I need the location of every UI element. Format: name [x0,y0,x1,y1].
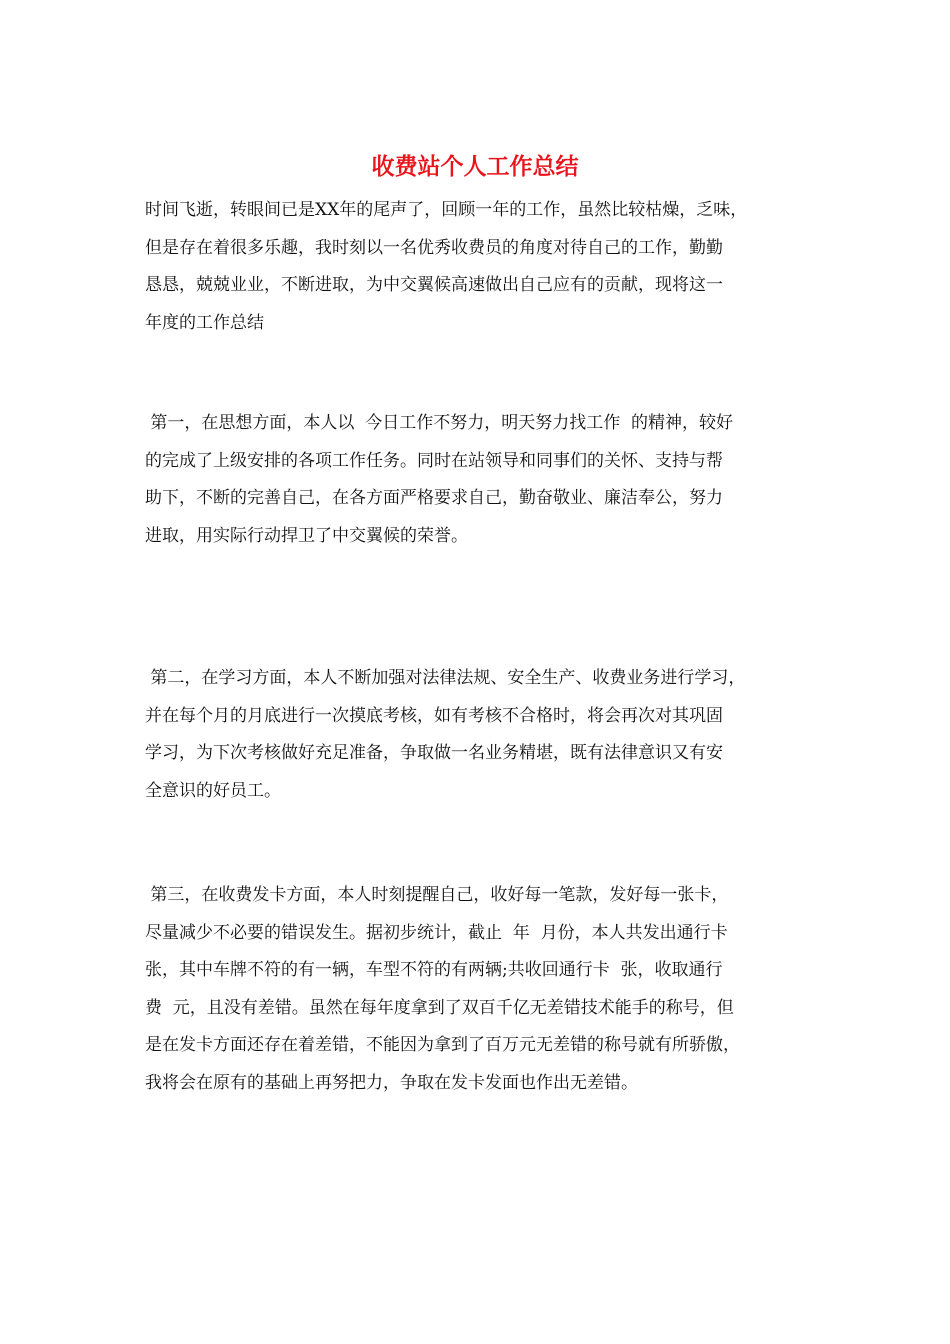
paragraph-line: 我将会在原有的基础上再努把力，争取在发卡发面也作出无差错。 [145,1072,638,1093]
paragraph-second-study [145,660,825,810]
document-title: 收费站个人工作总结 [371,153,579,180]
paragraph-line: 并在每个月的月底进行一次摸底考核，如有考核不合格时，将会再次对其巩固 [145,705,723,726]
paragraph-line: 全意识的好员工。 [145,780,281,801]
paragraph-line: 恳恳，兢兢业业，不断进取，为中交翼候高速做出自己应有的贡献，现将这一 [145,275,723,295]
paragraph-line: 是在发卡方面还存在着差错，不能因为拿到了百万元无差错的称号就有所骄傲， [145,1035,740,1055]
paragraph-line: 张，其中车牌不符的有一辆，车型不符的有两辆;共收回通行卡 张，收取通行 [145,960,723,980]
paragraph-line: 第二，在学习方面，本人不断加强对法律法规、安全生产、收费业务进行学习， [145,668,746,688]
paragraph-intro [145,192,825,342]
paragraph-line: 第一，在思想方面，本人以 今日工作不努力，明天努力找工作 的精神，较好 [145,413,734,433]
paragraph-third-card-issuing [145,877,825,1102]
paragraph-line: 的完成了上级安排的各项工作任务。同时在站领导和同事们的关怀、支持与帮 [145,450,723,471]
paragraph-line: 第三，在收费发卡方面，本人时刻提醒自己，收好每一笔款，发好每一张卡， [145,885,729,905]
paragraph-line: 但是存在着很多乐趣，我时刻以一名优秀收费员的角度对待自己的工作，勤勤 [145,237,723,258]
paragraph-line: 费 元，且没有差错。虽然在每年度拿到了双百千亿无差错技术能手的称号，但 [145,997,734,1018]
paragraph-line: 尽量减少不必要的错误发生。据初步统计，截止 年 月份，本人共发出通行卡 [145,922,728,943]
paragraph-line: 进取，用实际行动捍卫了中交翼候的荣誉。 [145,525,468,546]
paragraph-line: 助下，不断的完善自己，在各方面严格要求自己，勤奋敬业、廉洁奉公，努力 [145,488,723,508]
paragraph-first-thought [145,405,825,555]
paragraph-line: 年度的工作总结 [145,312,264,333]
paragraph-line: 时间飞逝，转眼间已是XX年的尾声了，回顾一年的工作，虽然比较枯燥，乏味， [145,200,748,220]
paragraph-line: 学习，为下次考核做好充足准备，争取做一名业务精堪，既有法律意识又有安 [145,743,723,763]
